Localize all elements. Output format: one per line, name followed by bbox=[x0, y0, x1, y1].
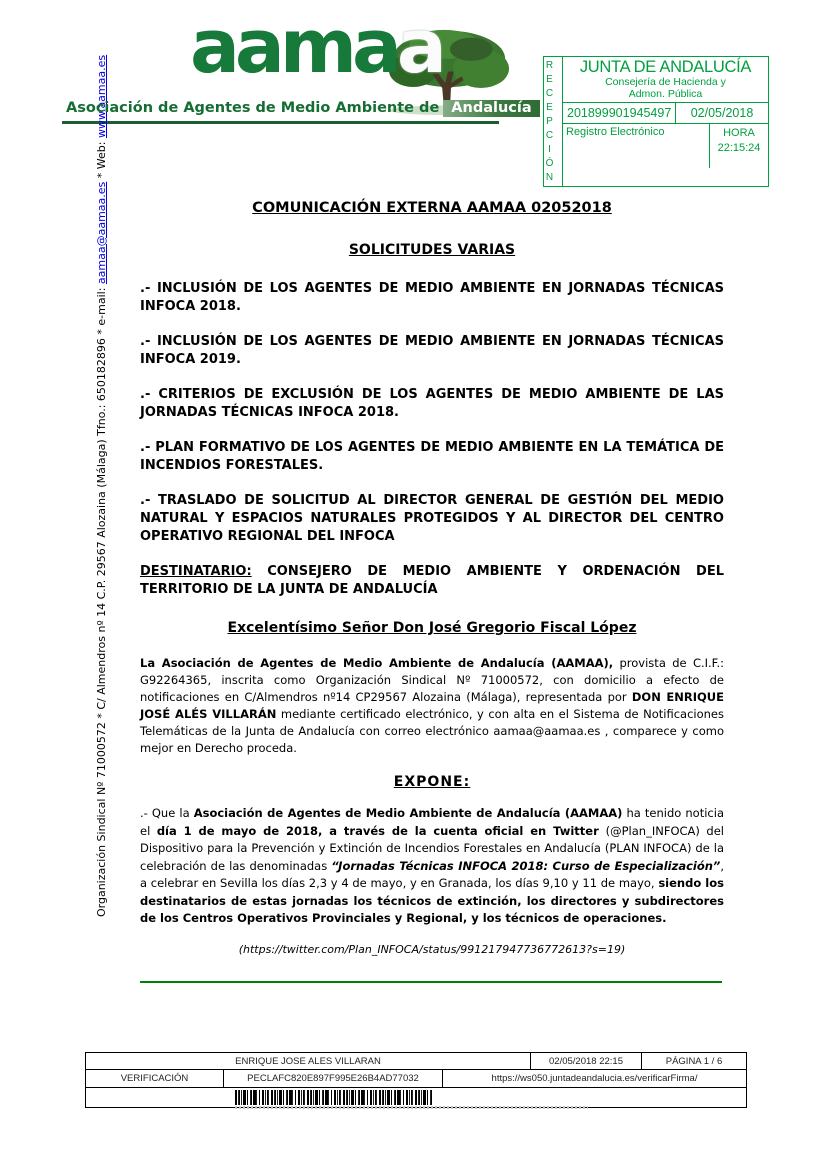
barcode-caption-strip bbox=[235, 1106, 588, 1109]
verification-table bbox=[85, 1052, 747, 1108]
signer-name: ENRIQUE JOSE ALES VILLARAN bbox=[235, 1055, 381, 1067]
twitter-status-line bbox=[140, 943, 724, 956]
verification-row-code bbox=[86, 1069, 746, 1087]
sidebar-web-link[interactable]: www.aamaa.es bbox=[95, 54, 108, 139]
text-run: , a celebrar en Sevilla los días 2,3 y 4 de mayo, y en Granada, los días 9,10 y 11 de mayo, bbox=[140, 858, 724, 890]
logo-tagline bbox=[66, 100, 540, 117]
request-item: .- CRITERIOS DE EXCLUSIÓN DE LOS AGENTES DE MEDIO AMBIENTE DE LAS JORNADAS TÉCNICAS INFOCA 2018. bbox=[140, 387, 724, 420]
stamp-bottom-row bbox=[563, 124, 768, 168]
logo-wordmark bbox=[190, 4, 442, 90]
request-item: .- TRASLADO DE SOLICITUD AL DIRECTOR GENERAL DE GESTIÓN DEL MEDIO NATURAL Y ESPACIOS NATURALES PROTEGIDOS Y AL DIRECTOR DEL CENTRO OPERATIVO REGIONAL DEL INFOCA bbox=[140, 493, 724, 544]
verification-url[interactable]: https://ws050.juntadeandalucia.es/verificarFirma/ bbox=[442, 1070, 746, 1087]
barcode bbox=[235, 1090, 432, 1105]
text-run: DON ENRIQUE JOSÉ ALÉS VILLARÁN bbox=[140, 690, 724, 721]
expone-paragraph bbox=[140, 805, 724, 928]
salutation: Excelentísimo Señor Don José Gregorio Fiscal López bbox=[227, 620, 637, 636]
page-indicator: PÁGINA 1 / 6 bbox=[641, 1053, 746, 1069]
sidebar-email-link[interactable]: aamaa@aamaa.es bbox=[95, 181, 108, 285]
destinatario-label: DESTINATARIO: bbox=[140, 564, 252, 579]
stamp-date: 02/05/2018 bbox=[690, 106, 754, 121]
logo-underline bbox=[62, 121, 499, 124]
expone-heading: EXPONE: bbox=[393, 774, 471, 790]
sidebar-web-label: * Web: bbox=[95, 138, 108, 182]
stamp-box bbox=[563, 56, 769, 187]
destinatario-paragraph bbox=[140, 563, 724, 599]
text-run: siendo los destinatarios de estas jornadas los técnicos de extinción, los directores y subdirectores de los Centros Operativos Provinciales y Regional, y los técnicos de operaciones. bbox=[140, 876, 724, 925]
text-run: Asociación de Agentes de Medio Ambiente de Andalucía (AAMAA) bbox=[193, 806, 623, 820]
signature-separator-rule bbox=[140, 981, 722, 983]
text-run: (@Plan_INFOCA) del Dispositivo para la Prevención y Extinción de Incendios Forestales en Andalucía (PLAN INFOCA) de la celebración de las denominadas bbox=[140, 823, 724, 873]
text-run: “Jornadas Técnicas INFOCA 2018: Curso de Especialización” bbox=[331, 858, 721, 873]
stamp-registry-number: 201899901945497 bbox=[563, 103, 676, 123]
text-run: La Asociación de Agentes de Medio Ambiente de Andalucía (AAMAA), bbox=[140, 656, 614, 670]
stamp-org-title: JUNTA DE ANDALUCÍA bbox=[579, 58, 752, 76]
document-body bbox=[140, 200, 724, 956]
verification-row-signer bbox=[86, 1053, 746, 1069]
text-run: ha tenido noticia el bbox=[140, 806, 724, 838]
verification-row-barcode bbox=[86, 1087, 746, 1107]
stamp-dept-line1: Consejería de Hacienda y bbox=[605, 76, 726, 89]
verification-label: VERIFICACIÓN bbox=[120, 1073, 189, 1084]
destinatario-text: CONSEJERO DE MEDIO AMBIENTE Y ORDENACIÓN DEL TERRITORIO DE LA JUNTA DE ANDALUCÍA bbox=[140, 564, 724, 597]
text-run: provista de C.I.F.: G92264365, inscrita como Organización Sindical Nº 71000572, con domicilio a efecto de notificaciones en C/Almendros nº14 CP29567 Alozaina (Málaga), representada por bbox=[140, 656, 724, 704]
request-item: .- PLAN FORMATIVO DE LOS AGENTES DE MEDIO AMBIENTE EN LA TEMÁTICA DE INCENDIOS FORESTALES. bbox=[140, 440, 724, 473]
stamp-header bbox=[563, 57, 768, 103]
document-subtitle: SOLICITUDES VARIAS bbox=[348, 242, 516, 258]
text-run: .- Que la bbox=[140, 806, 194, 820]
stamp-hora-value: 22:15:24 bbox=[717, 141, 761, 154]
request-item: .- INCLUSIÓN DE LOS AGENTES DE MEDIO AMBIENTE EN JORNADAS TÉCNICAS INFOCA 2018. bbox=[140, 281, 724, 314]
stamp-time-cell bbox=[709, 124, 768, 168]
request-item: .- INCLUSIÓN DE LOS AGENTES DE MEDIO AMBIENTE EN JORNADAS TÉCNICAS INFOCA 2019. bbox=[140, 334, 724, 367]
signing-datetime: 02/05/2018 22:15 bbox=[530, 1053, 641, 1069]
stamp-registry-row bbox=[563, 103, 768, 124]
logo-text-main: aama bbox=[190, 4, 397, 90]
tagline-text: Asociación de Agentes de Medio Ambiente de bbox=[66, 100, 440, 116]
sidebar-contact-line bbox=[95, 54, 113, 917]
intro-paragraph bbox=[140, 655, 724, 757]
aamaa-logo bbox=[62, 4, 532, 124]
stamp-registry-type: Registro Electrónico bbox=[566, 126, 665, 139]
stamp-hora-label: HORA bbox=[723, 127, 755, 140]
verification-code: PECLAFC820E897F995E26B4AD77032 bbox=[223, 1070, 442, 1087]
sidebar-org-text: Organización Sindical Nº 71000572 * C/ Almendros nº 14 C.P. 29567 Alozaina (Málaga) Tfno.: 650182896 * e-mail: bbox=[95, 284, 108, 917]
text-run: mediante certificado electrónico, y con alta en el Sistema de Notificaciones Telemáticas de la Junta de Andalucía con correo electrónico aamaa@aamaa.es , comparece y como mejor en Derecho proceda. bbox=[140, 707, 724, 755]
registry-stamp bbox=[543, 56, 769, 187]
tagline-region-badge: Andalucía bbox=[443, 100, 539, 117]
document-title: COMUNICACIÓN EXTERNA AAMAA 02052018 bbox=[252, 200, 612, 216]
stamp-dept-line2: Admon. Pública bbox=[628, 88, 703, 101]
logo-text-last-a: a bbox=[396, 4, 442, 90]
text-run: día 1 de mayo de 2018, a través de la cuenta oficial en Twitter bbox=[156, 823, 606, 838]
stamp-reception-label: RECEPCIÓN bbox=[543, 56, 563, 187]
twitter-status-link[interactable]: (https://twitter.com/Plan_INFOCA/status/991217947736772613?s=19) bbox=[238, 942, 626, 956]
